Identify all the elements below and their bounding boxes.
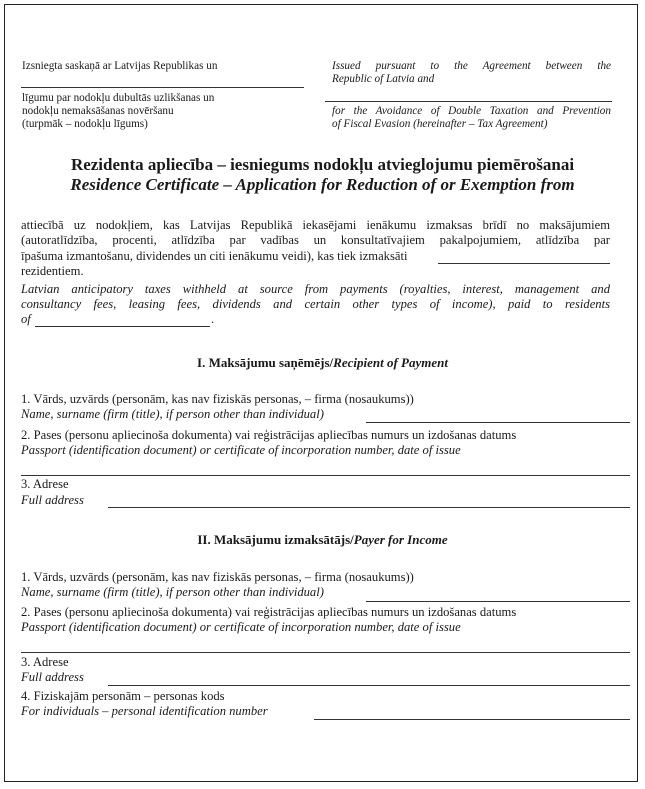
intro-en-line2: consultancy fees, leasing fees, dividends and certain other types of income), paid to residents <box>21 297 610 311</box>
s1-name-field[interactable] <box>366 422 630 423</box>
s2-passport-field[interactable] <box>21 652 630 653</box>
s1-field2-label-en: Passport (identification document) or certificate of incorporation number, date of issue <box>21 443 461 457</box>
intro-lv-line3: īpašuma izmantošanu, dividendes un citi ienākumu veidi), kas tiek izmaksāti <box>21 249 408 263</box>
section2-heading-en: Payer for Income <box>353 532 448 547</box>
country-blank-lv[interactable] <box>21 87 304 88</box>
header-lv-line1: Izsniegta saskaņā ar Latvijas Republikas un <box>22 60 218 72</box>
s1-address-field[interactable] <box>108 507 630 508</box>
s2-name-field[interactable] <box>366 601 630 602</box>
section1-heading-lv: I. Maksājumu saņēmējs/ <box>197 355 334 370</box>
section1-heading-en: Recipient of Payment <box>333 355 448 370</box>
s1-field1-label-lv: 1. Vārds, uzvārds (personām, kas nav fiziskās personas, – firma (nosaukums)) <box>21 392 414 406</box>
country-blank-en[interactable] <box>325 101 612 102</box>
s2-field4-label-en: For individuals – personal identification number <box>21 704 268 718</box>
section2-heading <box>0 532 645 548</box>
intro-lv-line2: (autoratlīdzība, procenti, atlīdzība par vadības un konsultatīvajiem pakalpojumiem, atlīdzība par <box>21 233 610 247</box>
intro-en-line3-prefix: of <box>21 312 31 326</box>
s2-field3-label-lv: 3. Adrese <box>21 655 69 669</box>
s2-field1-label-lv: 1. Vārds, uzvārds (personām, kas nav fiziskās personas, – firma (nosaukums)) <box>21 570 414 584</box>
s1-field3-label-en: Full address <box>21 493 84 507</box>
header-lv-line4: (turpmāk – nodokļu līgums) <box>22 118 148 130</box>
header-en-line3: for the Avoidance of Double Taxation and Prevention <box>332 105 611 117</box>
header-en-line2: Republic of Latvia and <box>332 73 435 85</box>
residents-country-blank-lv[interactable] <box>438 263 610 264</box>
intro-lv-line4: rezidentiem. <box>21 264 84 278</box>
header-en-line4: of Fiscal Evasion (hereinafter – Tax Agreement) <box>332 118 548 130</box>
section1-heading <box>0 355 645 371</box>
header-lv-line2: līgumu par nodokļu dubultās uzlikšanas un <box>22 92 215 104</box>
s2-field4-label-lv: 4. Fiziskajām personām – personas kods <box>21 689 225 703</box>
header-lv-line3: nodokļu nemaksāšanas novēršanu <box>22 105 174 117</box>
intro-en-line3-suffix: . <box>211 312 215 326</box>
s1-passport-field[interactable] <box>21 475 630 476</box>
s1-field1-label-en: Name, surname (firm (title), if person other than individual) <box>21 407 324 421</box>
s2-personal-code-field[interactable] <box>314 719 630 720</box>
header-en-line1: Issued pursuant to the Agreement between the <box>332 60 611 72</box>
title-en: Residence Certificate – Application for Reduction of or Exemption from <box>70 175 575 194</box>
title-lv: Rezidenta apliecība – iesniegums nodokļu atvieglojumu piemērošanai <box>70 155 575 174</box>
intro-lv-line1: attiecībā uz nodokļiem, kas Latvijas Republikā iekasējami ienākumu izmaksas brīdī no maksājumiem <box>21 218 610 232</box>
residents-country-blank-en[interactable] <box>35 326 210 327</box>
s2-field2-label-lv: 2. Pases (personu apliecinoša dokumenta) vai reģistrācijas apliecības numurs un izdošanas datums <box>21 605 517 619</box>
intro-en-line1: Latvian anticipatory taxes withheld at source from payments (royalties, interest, management and <box>21 282 610 296</box>
s2-field3-label-en: Full address <box>21 670 84 684</box>
s1-field2-label-lv: 2. Pases (personu apliecinoša dokumenta) vai reģistrācijas apliecības numurs un izdošanas datums <box>21 428 517 442</box>
s2-field2-label-en: Passport (identification document) or certificate of incorporation number, date of issue <box>21 620 461 634</box>
s1-field3-label-lv: 3. Adrese <box>21 477 69 491</box>
s2-address-field[interactable] <box>108 685 630 686</box>
s2-field1-label-en: Name, surname (firm (title), if person other than individual) <box>21 585 324 599</box>
section2-heading-lv: II. Maksājumu izmaksātājs/ <box>197 532 354 547</box>
